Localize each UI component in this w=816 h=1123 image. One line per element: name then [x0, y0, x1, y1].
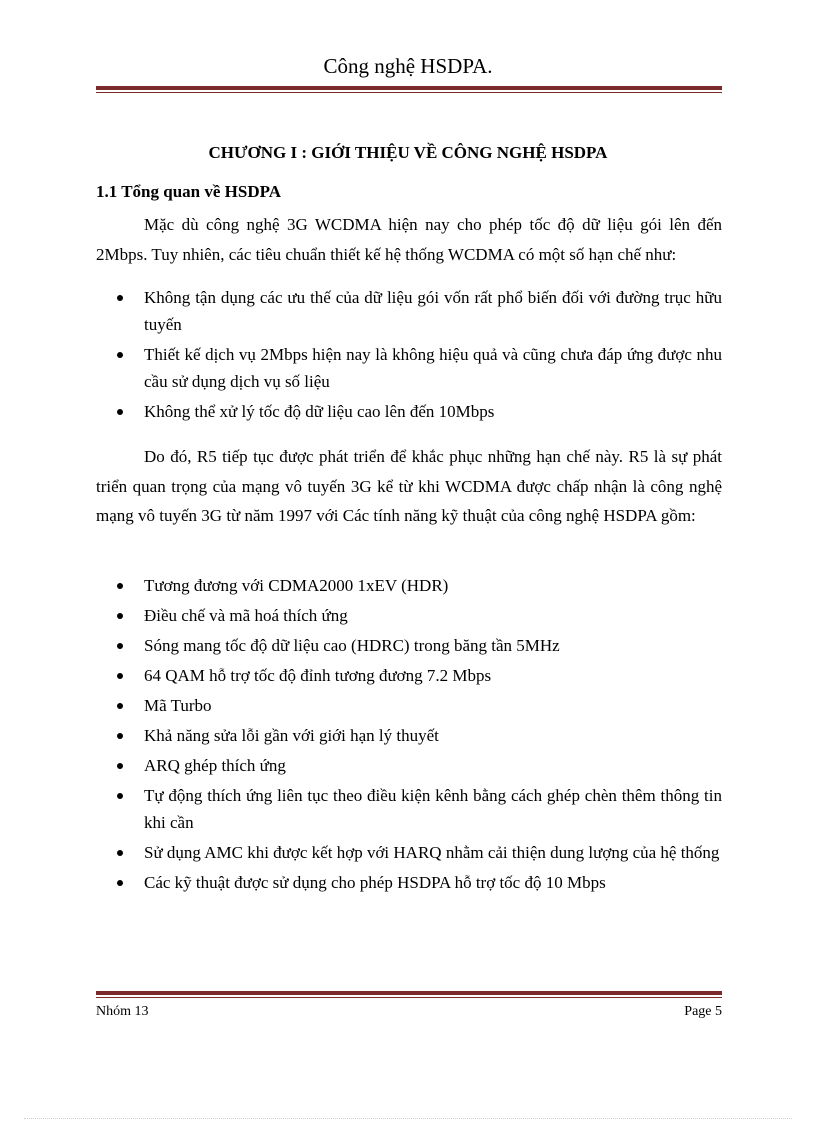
page-bottom-border	[24, 1118, 792, 1119]
list-item: Tự động thích ứng liên tục theo điều kiện kênh bằng cách ghép chèn thêm thông tin khi cần	[96, 782, 722, 836]
list-item: Thiết kế dịch vụ 2Mbps hiện nay là không hiệu quả và cũng chưa đáp ứng được nhu cầu sử dụng dịch vụ số liệu	[96, 341, 722, 395]
header-rule	[96, 86, 722, 93]
footer-group-name: Nhóm 13	[96, 1004, 149, 1019]
bullet-dot	[117, 583, 123, 589]
list-item: Điều chế và mã hoá thích ứng	[96, 602, 722, 629]
list-item: Mã Turbo	[96, 692, 722, 719]
bullet-dot	[117, 880, 123, 886]
list-item: ARQ ghép thích ứng	[96, 752, 722, 779]
page-header-title: Công nghệ HSDPA.	[323, 54, 493, 78]
features-list	[96, 572, 722, 899]
list-item: Không tận dụng các ưu thế của dữ liệu gói vốn rất phổ biến đối với đường trục hữu tuyến	[96, 284, 722, 338]
bullet-dot	[117, 703, 123, 709]
paragraph-r5: Do đó, R5 tiếp tục được phát triển để khắc phục những hạn chế này. R5 là sự phát triển quan trọng của mạng vô tuyến 3G kể từ khi WCDMA được chấp nhận là công nghệ mạng vô tuyến 3G từ năm 1997 với Các tính năng kỹ thuật của công nghệ HSDPA gồm:	[96, 447, 722, 525]
bullet-dot	[117, 643, 123, 649]
bullet-dot	[117, 793, 123, 799]
list-item: Các kỹ thuật được sử dụng cho phép HSDPA hỗ trợ tốc độ 10 Mbps	[96, 869, 722, 896]
footer-rule	[96, 991, 722, 998]
list-item: Sử dụng AMC khi được kết hợp với HARQ nhằm cải thiện dung lượng của hệ thống	[96, 839, 722, 866]
list-item: Khả năng sửa lỗi gần với giới hạn lý thuyết	[96, 722, 722, 749]
bullet-dot	[117, 409, 123, 415]
bullet-dot	[117, 733, 123, 739]
bullet-dot	[117, 850, 123, 856]
list-item: 64 QAM hỗ trợ tốc độ đỉnh tương đương 7.2 Mbps	[96, 662, 722, 689]
chapter-title: CHƯƠNG I : GIỚI THIỆU VỀ CÔNG NGHỆ HSDPA	[208, 143, 608, 162]
list-item: Sóng mang tốc độ dữ liệu cao (HDRC) trong băng tần 5MHz	[96, 632, 722, 659]
section-title: 1.1 Tổng quan về HSDPA	[96, 182, 281, 201]
bullet-dot	[117, 295, 123, 301]
list-item: Tương đương với CDMA2000 1xEV (HDR)	[96, 572, 722, 599]
bullet-dot	[117, 763, 123, 769]
bullet-dot	[117, 352, 123, 358]
bullet-dot	[117, 613, 123, 619]
paragraph-intro: Mặc dù công nghệ 3G WCDMA hiện nay cho phép tốc độ dữ liệu gói lên đến 2Mbps. Tuy nhiên, các tiêu chuẩn thiết kế hệ thống WCDMA có một số hạn chế như:	[96, 215, 722, 264]
list-item: Không thể xử lý tốc độ dữ liệu cao lên đến 10Mbps	[96, 398, 722, 425]
bullet-dot	[117, 673, 123, 679]
limitations-list	[96, 284, 722, 428]
footer-page-number: Page 5	[684, 1004, 722, 1019]
